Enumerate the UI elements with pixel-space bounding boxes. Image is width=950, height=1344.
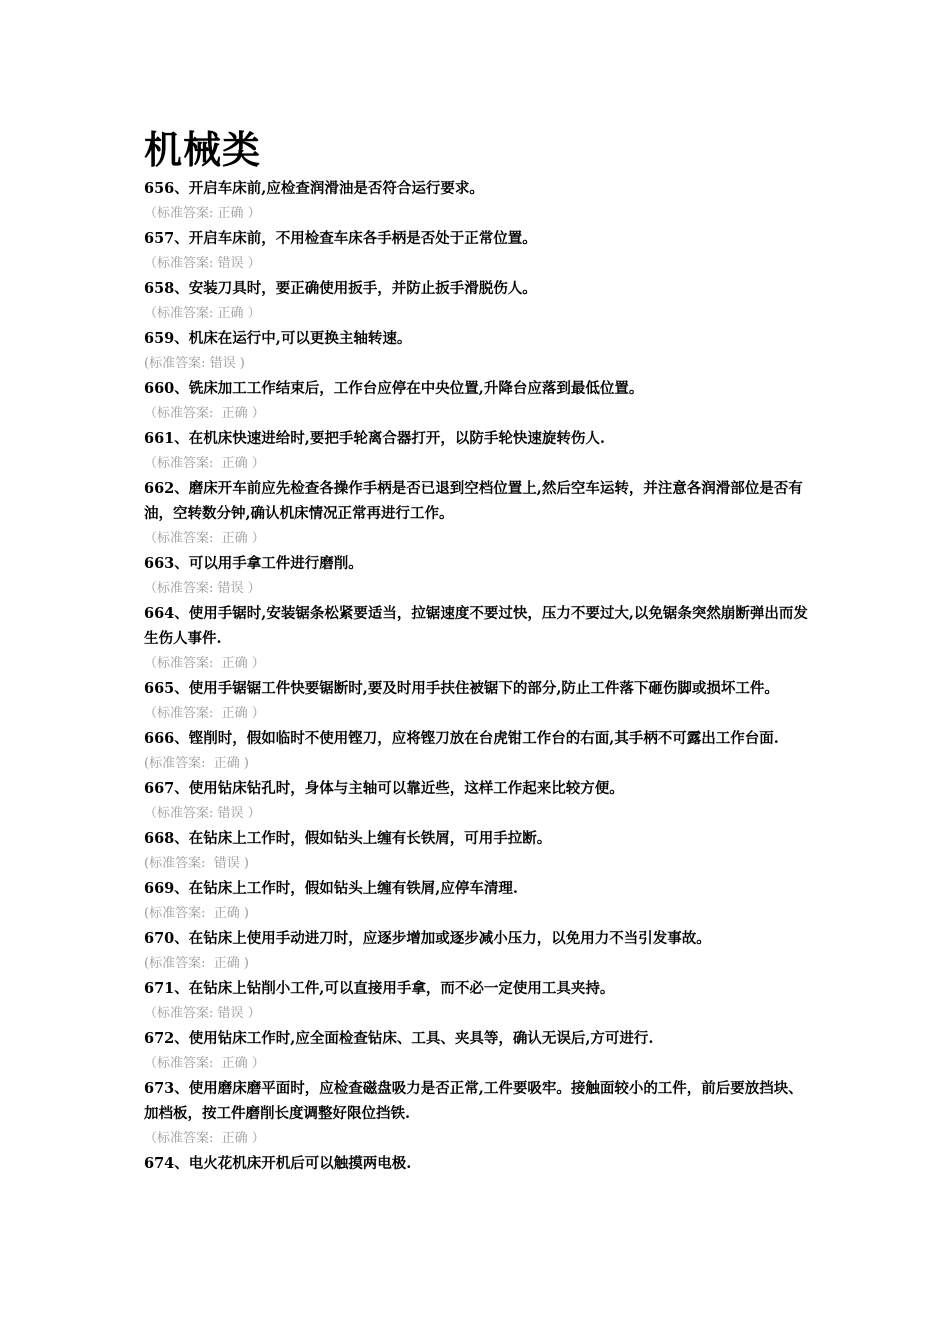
question-text: 661、在机床快速进给时,要把手轮离合器打开，以防手轮快速旋转伤人. (144, 430, 605, 447)
question-text: 669、在钻床上工作时，假如钻头上缠有铁屑,应停车清理. (144, 880, 518, 897)
question-item (144, 326, 814, 376)
question-item (144, 776, 814, 826)
standard-answer: （标准答案: 错误 ） (144, 256, 261, 271)
standard-answer: （标准答案: 错误 ） (144, 806, 261, 821)
question-item (144, 1026, 814, 1076)
standard-answer: (标准答案: 错误 ) (144, 856, 249, 871)
question-item (144, 676, 814, 726)
question-item (144, 876, 814, 926)
question-item (144, 276, 814, 326)
question-text: 658、安装刀具时，要正确使用扳手，并防止扳手滑脱伤人。 (144, 280, 537, 297)
question-text: 667、使用钻床钻孔时，身体与主轴可以靠近些，这样工作起来比较方便。 (144, 780, 624, 797)
standard-answer: (标准答案: 正确 ) (144, 906, 249, 921)
standard-answer: （标准答案: 正确 ） (144, 456, 265, 471)
question-text: 666、铿削时，假如临时不使用铿刀，应将铿刀放在台虎钳工作台的右面,其手柄不可露出工作台面. (144, 730, 779, 747)
standard-answer: （标准答案: 正确 ） (144, 306, 261, 321)
question-item (144, 476, 814, 551)
standard-answer: （标准答案: 错误 ） (144, 1006, 261, 1021)
standard-answer: (标准答案: 正确 ) (144, 956, 249, 971)
question-item (144, 226, 814, 276)
question-text: 656、开启车床前,应检查润滑油是否符合运行要求。 (144, 180, 484, 197)
standard-answer: （标准答案: 正确 ） (144, 406, 265, 421)
question-item (144, 601, 814, 676)
question-item (144, 176, 814, 226)
question-item (144, 1076, 814, 1151)
question-text: 662、磨床开车前应先检查各操作手柄是否已退到空档位置上,然后空车运转，并注意各润滑部位是否有油，空转数分钟,确认机床情况正常再进行工作。 (144, 480, 803, 522)
standard-answer: （标准答案: 正确 ） (144, 656, 265, 671)
question-text: 672、使用钻床工作时,应全面检查钻床、工具、夹具等，确认无误后,方可进行. (144, 1030, 654, 1047)
section-title: 机械类 (144, 128, 262, 172)
question-text: 665、使用手锯锯工件快要锯断时,要及时用手扶住被锯下的部分,防止工件落下砸伤脚或损坏工件。 (144, 680, 779, 697)
question-item (144, 376, 814, 426)
question-list (144, 176, 814, 1176)
standard-answer: （标准答案: 错误 ） (144, 581, 261, 596)
standard-answer: (标准答案: 错误 ) (144, 356, 245, 371)
question-text: 673、使用磨床磨平面时，应检查磁盘吸力是否正常,工件要吸牢。接触面较小的工件，前后要放挡块、加档板，按工件磨削长度调整好限位挡铁. (144, 1080, 803, 1122)
question-text: 660、铣床加工工作结束后，工作台应停在中央位置,升降台应落到最低位置。 (144, 380, 644, 397)
question-item (144, 976, 814, 1026)
question-item (144, 726, 814, 776)
question-text: 668、在钻床上工作时，假如钻头上缠有长铁屑，可用手拉断。 (144, 830, 552, 847)
question-item (144, 426, 814, 476)
question-text: 664、使用手锯时,安装锯条松紧要适当，拉锯速度不要过快，压力不要过大,以免锯条突然崩断弹出而发生伤人事件. (144, 605, 808, 647)
standard-answer: （标准答案: 正确 ） (144, 1056, 265, 1071)
standard-answer: （标准答案: 正确 ） (144, 531, 265, 546)
standard-answer: (标准答案: 正确 ) (144, 756, 249, 771)
question-text: 674、电火花机床开机后可以触摸两电极. (144, 1155, 412, 1172)
standard-answer: （标准答案: 正确 ） (144, 1131, 265, 1146)
question-text: 670、在钻床上使用手动进刀时，应逐步增加或逐步减小压力，以免用力不当引发事故。 (144, 930, 711, 947)
question-text: 671、在钻床上钻削小工件,可以直接用手拿，而不必一定使用工具夹持。 (144, 980, 615, 997)
standard-answer: （标准答案: 正确 ） (144, 706, 265, 721)
question-text: 657、开启车床前，不用检查车床各手柄是否处于正常位置。 (144, 230, 537, 247)
question-item (144, 551, 814, 601)
document-page (144, 124, 814, 1176)
question-item (144, 1151, 814, 1176)
question-text: 663、可以用手拿工件进行磨削。 (144, 555, 363, 572)
question-text: 659、机床在运行中,可以更换主轴转速。 (144, 330, 412, 347)
standard-answer: （标准答案: 正确 ） (144, 206, 261, 221)
question-item (144, 926, 814, 976)
question-item (144, 826, 814, 876)
